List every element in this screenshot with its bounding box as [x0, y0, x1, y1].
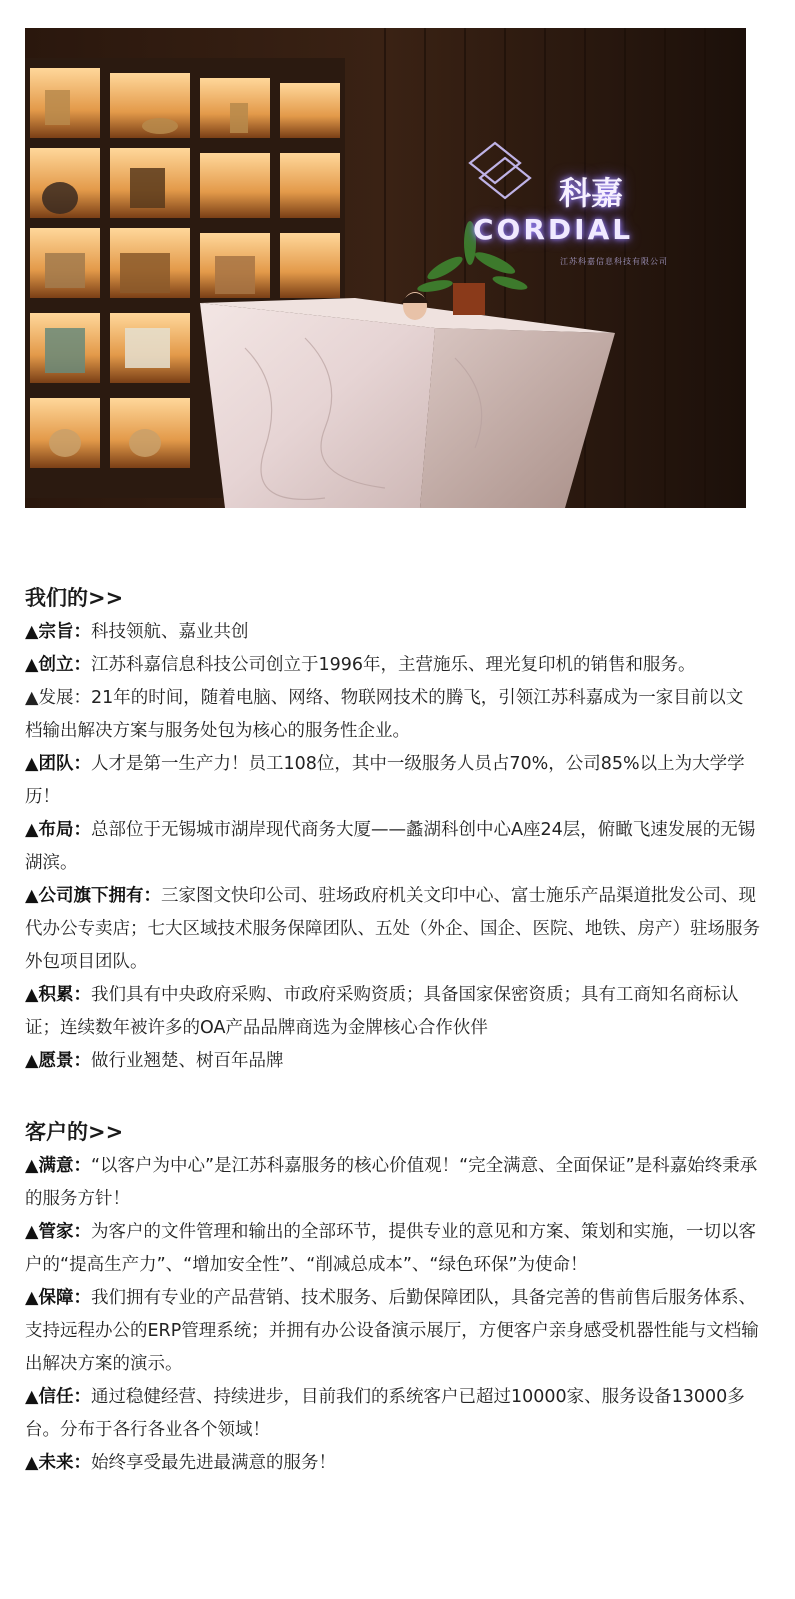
sign-company-subtitle: 江苏科嘉信息科技有限公司 [560, 257, 668, 266]
item-steward: ▲管家：为客户的文件管理和输出的全部环节，提供专业的意见和方案、策划和实施，一切以客户的“提高生产力”、“增加安全性”、“削减总成本”、“绿色环保”为使命！ [25, 1222, 756, 1275]
section-title-customers: 客户的>> [25, 1120, 124, 1144]
item-subsidiaries: ▲公司旗下拥有：三家图文快印公司、驻场政府机关文印中心、富士施乐产品渠道批发公司、现代办公专卖店；七大区域技术服务保障团队、五处（外企、国企、医院、地铁、房产）驻场服务外包项目团队。 [25, 886, 760, 972]
sign-chinese-name: 科嘉 [559, 174, 624, 212]
item-future: ▲未来：始终享受最先进最满意的服务！ [25, 1453, 336, 1473]
item-team: ▲团队：人才是第一生产力！员工108位，其中一级服务人员占70%，公司85%以上为大学学历！ [25, 754, 745, 807]
item-founding: ▲创立：江苏科嘉信息科技公司创立于1996年，主营施乐、理光复印机的销售和服务。 [25, 655, 696, 675]
section-about-us [25, 582, 760, 1078]
reception-lobby-photo [25, 28, 746, 508]
sign-english-name: CORDIAL [473, 213, 634, 246]
item-accumulation: ▲积累：我们具有中央政府采购、市政府采购资质；具备国家保密资质；具有工商知名商标认证；连续数年被许多的OA产品品牌商选为金牌核心合作伙伴 [25, 985, 739, 1038]
section-customers [25, 1116, 760, 1480]
item-satisfaction: ▲满意：“以客户为中心”是江苏科嘉服务的核心价值观！“完全满意、全面保证”是科嘉始终秉承的服务方针！ [25, 1156, 758, 1209]
item-development: ▲发展：21年的时间，随着电脑、网络、物联网技术的腾飞，引领江苏科嘉成为一家目前以文档输出解决方案与服务处包为核心的服务性企业。 [25, 688, 744, 741]
item-purpose: ▲宗旨：科技领航、嘉业共创 [25, 622, 249, 642]
item-vision: ▲愿景：做行业翘楚、树百年品牌 [25, 1051, 284, 1071]
lobby-illustration [25, 28, 746, 508]
section-title-about-us: 我们的>> [25, 586, 124, 610]
section-spacer [25, 1078, 760, 1116]
item-layout: ▲布局：总部位于无锡城市湖岸现代商务大厦——蠡湖科创中心A座24层，俯瞰飞速发展的无锡湖滨。 [25, 820, 756, 873]
item-trust: ▲信任：通过稳健经营、持续进步，目前我们的系统客户已超过10000家、服务设备13000多台。分布于各行各业各个领域！ [25, 1387, 745, 1440]
item-guarantee: ▲保障：我们拥有专业的产品营销、技术服务、后勤保障团队，具备完善的售前售后服务体系、支持远程办公的ERP管理系统；并拥有办公设备演示展厅，方便客户亲身感受机器性能与文档输出解决方案的演示。 [25, 1288, 759, 1374]
content-body [25, 582, 760, 1480]
